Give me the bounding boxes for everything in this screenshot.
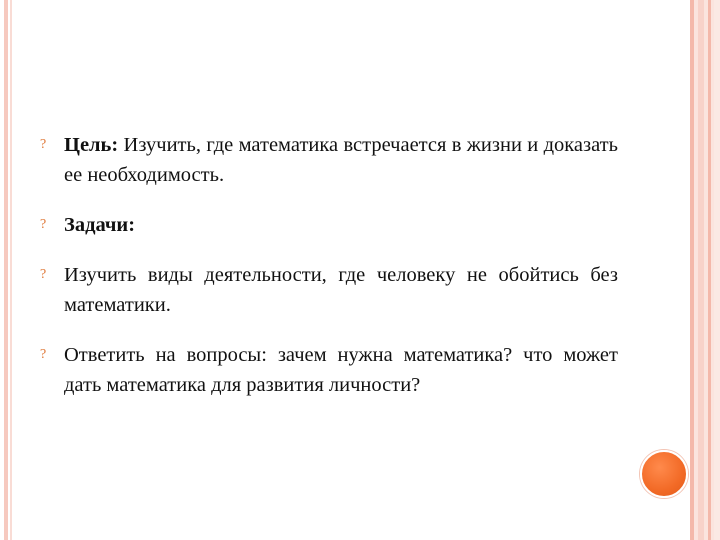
tasks-label: Задачи: bbox=[64, 214, 136, 236]
list-item-tasks-heading bbox=[38, 210, 618, 240]
bullet-icon: ? bbox=[40, 267, 47, 282]
bullet-icon: ? bbox=[40, 137, 47, 152]
list-item-goal bbox=[38, 130, 618, 190]
task-1-text: Изучить виды деятельности, где человеку не обойтись без математики. bbox=[64, 264, 618, 316]
goal-text: Изучить, где математика встречается в жизни и доказать ее необходимость. bbox=[64, 134, 618, 186]
goal-label: Цель: bbox=[64, 134, 119, 156]
bullet-icon: ? bbox=[40, 217, 47, 232]
decorative-orange-circle bbox=[640, 450, 688, 498]
right-border-line bbox=[714, 0, 720, 540]
right-border-line bbox=[698, 0, 704, 540]
list-item-task-1 bbox=[38, 260, 618, 320]
right-border-line bbox=[690, 0, 694, 540]
right-border-line bbox=[708, 0, 711, 540]
list-item-task-2 bbox=[38, 340, 618, 400]
bullet-icon: ? bbox=[40, 347, 47, 362]
left-border-line bbox=[4, 0, 8, 540]
left-border-line-inner bbox=[10, 0, 12, 540]
slide-content bbox=[38, 130, 618, 420]
task-2-text: Ответить на вопросы: зачем нужна математика? что может дать математика для развития личности? bbox=[64, 344, 618, 396]
